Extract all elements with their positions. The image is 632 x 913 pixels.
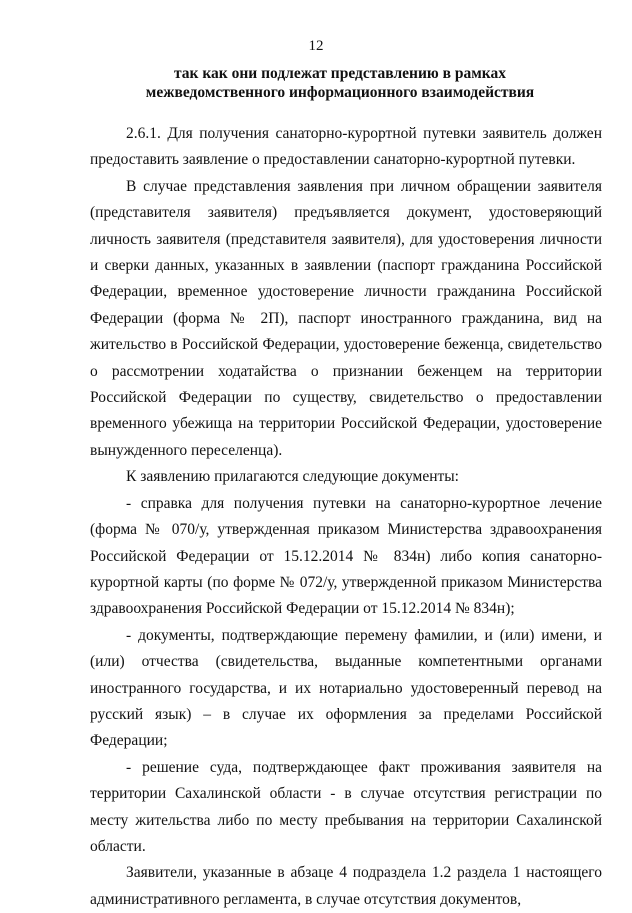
heading-line-1: так как они подлежат представлению в рамках bbox=[173, 65, 507, 82]
paragraph-applicants: Заявители, указанные в абзаце 4 подраздела 1.2 раздела 1 настоящего административного регламента, в случае отсутствия документов, bbox=[90, 864, 602, 908]
paragraph-identity-document: В случае представления заявления при личном обращении заявителя (представителя заявителя) предъявляется документ, удостоверяющий личность заявителя (представителя заявителя), для удостоверения личности и сверки данных, указанных в заявлении (паспорт гражданина Российской Федерации, временное удостоверение личности гражданина Российской Федерации (форма № 2П), паспорт иностранного гражданина, вид на жительство в Российской Федерации, удостоверение беженца, свидетельство о рассмотрении ходатайства о признании беженцем на территории Российской Федерации по существу, свидетельство о предоставлении временного убежища на территории Российской Федерации, удостоверение вынужденного переселенца). bbox=[90, 177, 602, 459]
list-item-court-decision: - решение суда, подтверждающее факт проживания заявителя на территории Сахалинской области - в случае отсутствия регистрации по месту жительства либо по месту пребывания на территории Сахалинской области. bbox=[90, 758, 602, 855]
list-item-name-change-documents: - документы, подтверждающие перемену фамилии, и (или) имени, и (или) отчества (свидетельства, выданные компетентными органами иностранного государства, и их нотариально удостоверенный перевод на русский язык) – в случае их оформления за пределами Российской Федерации; bbox=[90, 626, 602, 750]
heading-line-2: межведомственного информационного взаимодействия bbox=[145, 84, 535, 101]
list-item-medical-certificate: - справка для получения путевки на санаторно-курортное лечение (форма № 070/у, утвержденная приказом Министерства здравоохранения Российской Федерации от 15.12.2014 № 834н) либо копия санаторно-курортной карты (по форме № 072/у, утвержденной приказом Министерства здравоохранения Российской Федерации от 15.12.2014 № 834н); bbox=[90, 494, 602, 618]
paragraph-2-6-1: 2.6.1. Для получения санаторно-курортной путевки заявитель должен предоставить заявление о предоставлении санаторно-курортной путевки. bbox=[90, 125, 602, 169]
section-heading bbox=[70, 64, 610, 102]
paragraph-attachments-intro: К заявлению прилагаются следующие документы: bbox=[126, 468, 459, 486]
body-text bbox=[90, 121, 602, 913]
page-number: 12 bbox=[308, 38, 324, 54]
